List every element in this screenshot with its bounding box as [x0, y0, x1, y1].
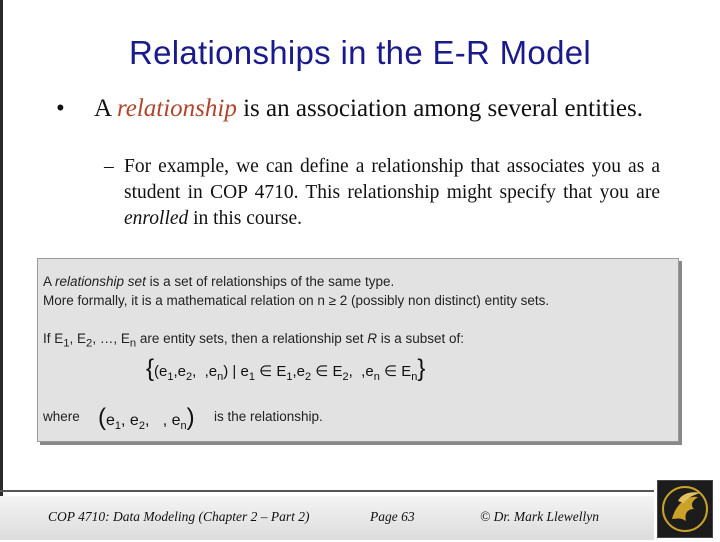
relationship-suffix: is the relationship. — [214, 409, 323, 424]
def-line3-pre: If E — [43, 331, 64, 346]
footer-page: Page 63 — [370, 509, 415, 524]
left-border — [0, 0, 3, 540]
sub-2: 2 — [86, 337, 93, 350]
bullet-marker: • — [56, 95, 65, 122]
sub-bullet-pre: For example, we can define a relationship that associates you as a student in COP 4710. This relationship might specify that you are — [124, 156, 660, 203]
tuple-formula: ($e_1$, $e_2$, , $e_n$) — [98, 404, 195, 433]
main-bullet-post: is an association among several entities. — [236, 95, 643, 122]
where-label: where — [43, 409, 80, 424]
def-line3-post: is a subset of: — [376, 331, 465, 346]
def-line3-mid2: , …, E — [92, 331, 130, 346]
ucf-pegasus-logo-icon — [657, 480, 713, 538]
sub-bullet-text — [104, 154, 660, 232]
footer-copyright: © Dr. Mark Llewellyn — [480, 509, 599, 524]
relationship-term: relationship — [116, 95, 237, 122]
footer — [0, 476, 720, 540]
sub-bullet-post: in this course. — [188, 208, 302, 229]
set-builder-formula: {($e_1,e_2$, $,e_n$) | $e_1$ ∈ $E_1,e_2$ ∈ $E_2$, $,e_n$ ∈ $E_n$} — [146, 355, 426, 383]
def-line3-mid3: are entity sets, then a relationship set — [136, 331, 368, 346]
def-line1-post: is a set of relationships of the same type. — [145, 274, 395, 289]
sub-n: n — [129, 337, 137, 350]
main-bullet — [58, 94, 660, 124]
sub-1: 1 — [63, 337, 70, 350]
slide-title: Relationships in the E-R Model — [128, 34, 592, 71]
main-bullet-pre: A — [94, 95, 117, 122]
main-bullet-text — [58, 94, 660, 124]
def-line3-mid1: , E — [69, 331, 87, 346]
relation-r: R — [367, 331, 377, 346]
definition-line-1 — [43, 274, 394, 289]
definition-box — [37, 258, 679, 442]
sub-bullet — [104, 154, 660, 232]
sub-bullet-marker: – — [104, 156, 114, 177]
enrolled-term: enrolled — [124, 208, 189, 229]
definition-line-3 — [43, 331, 464, 350]
definition-line-2: More formally, it is a mathematical relation on n ≥ 2 (possibly non distinct) entity sets. — [43, 293, 550, 308]
relationship-set-term: relationship set — [55, 274, 146, 289]
def-line1-pre: A — [43, 274, 56, 289]
footer-course: COP 4710: Data Modeling (Chapter 2 – Part 2) — [48, 509, 310, 524]
